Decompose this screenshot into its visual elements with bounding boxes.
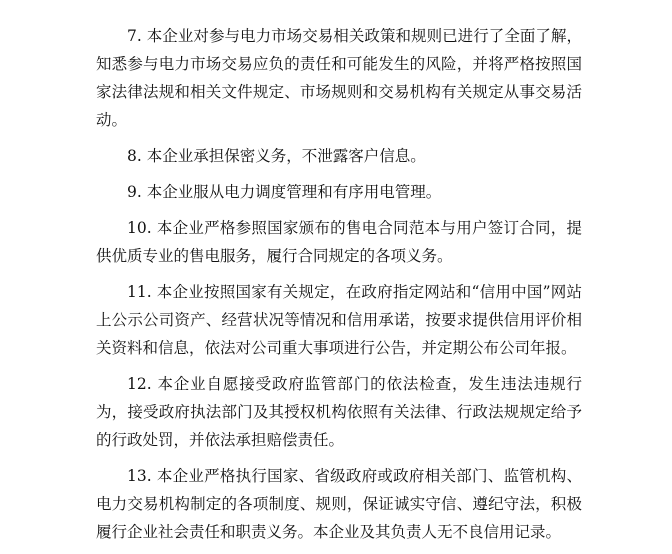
paragraph-item-13: 13. 本企业严格执行国家、省级政府或政府相关部门、监管机构、电力交易机构制定的各项制度、规则，保证诚实守信、遵纪守法，积极履行企业社会责任和职责义务。本企业及其负责人无不良信用记录。 (96, 467, 582, 541)
paragraph-item-12: 12. 本企业自愿接受政府监管部门的依法检查，发生违法违规行为，接受政府执法部门及其授权机构依照有关法律、行政法规规定给予的行政处罚，并依法承担赔偿责任。 (96, 375, 582, 449)
document-body (96, 22, 582, 554)
paragraph-item-9: 9. 本企业服从电力调度管理和有序用电管理。 (127, 183, 442, 201)
paragraph-item-11: 11. 本企业按照国家有关规定，在政府指定网站和“信用中国”网站上公示公司资产、经营状况等情况和信用承诺，按要求提供信用评价相关资料和信息，依法对公司重大事项进行公告，并定期公布公司年报。 (96, 283, 582, 357)
paragraph-item-10: 10. 本企业严格参照国家颁布的售电合同范本与用户签订合同，提供优质专业的售电服务，履行合同规定的各项义务。 (96, 219, 582, 265)
paragraph-item-7: 7. 本企业对参与电力市场交易相关政策和规则已进行了全面了解，知悉参与电力市场交易应负的责任和可能发生的风险，并将严格按照国家法律法规和相关文件规定、市场规则和交易机构有关规定从事交易活动。 (96, 27, 582, 129)
paragraph-item-8: 8. 本企业承担保密义务，不泄露客户信息。 (127, 147, 426, 165)
